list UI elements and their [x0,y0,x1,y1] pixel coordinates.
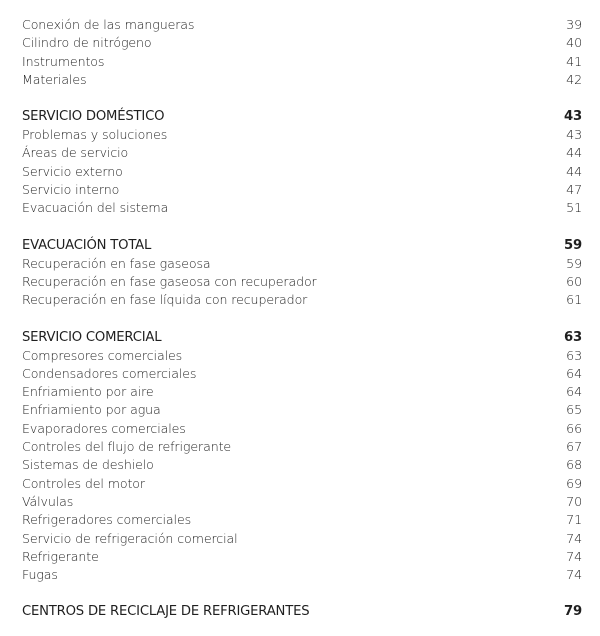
toc-entry [22,548,582,566]
entry-page: 59 [566,255,582,271]
entry-title: Enfriamiento por agua [22,402,161,418]
toc-entry [22,53,582,71]
section-title: EVACUACIÓN TOTAL [22,237,152,253]
entry-title: Conexión de las mangueras [22,17,195,32]
section-heading [22,328,582,347]
entry-page: 67 [566,439,582,455]
entry-page: 44 [566,145,582,161]
entry-title: Controles del flujo de refrigerante [22,439,232,455]
toc-entry [22,365,582,383]
entry-title: Problemas y soluciones [22,127,168,143]
toc-entry [22,144,582,162]
entry-title: Materiales [22,71,87,87]
entry-page: 47 [566,182,582,198]
section-spacer [22,89,582,107]
toc-entry [22,511,582,529]
toc-entry [22,291,582,309]
toc-entry [22,456,582,474]
entry-page: 51 [566,200,582,216]
entry-page: 40 [566,35,582,51]
entry-title: Válvulas [22,493,74,509]
toc-entry [22,383,582,401]
entry-page: 64 [566,365,582,381]
toc-entry [22,255,582,273]
entry-page: 74 [566,548,582,564]
section-heading [22,107,582,126]
toc-entry [22,347,582,365]
entry-title: Recuperación en fase gaseosa con recuperador [22,273,317,289]
entry-title: Evaporadores comerciales [22,420,186,436]
entry-title: Áreas de servicio [22,145,129,161]
entry-title: Servicio de refrigeración comercial [22,530,238,546]
entry-title: Instrumentos [22,53,105,69]
entry-page: 70 [566,493,582,509]
toc-entry [22,475,582,493]
toc-entry [22,401,582,419]
entry-title: Controles del motor [22,475,145,491]
toc-entry [22,438,582,456]
entry-page: 71 [566,512,582,528]
entry-title: Condensadores comerciales [22,365,197,381]
section-heading [22,236,582,255]
section-spacer [22,218,582,236]
entry-page: 41 [566,53,582,69]
entry-page: 44 [566,163,582,179]
toc-entry [22,126,582,144]
entry-page: 68 [566,457,582,473]
section-page: 43 [564,109,582,125]
toc-entry [22,199,582,217]
entry-title: Fugas [22,567,58,583]
entry-title: Evacuación del sistema [22,200,169,216]
entry-title: Recuperación en fase líquida con recuperador [22,292,308,308]
entry-title: Servicio externo [22,163,123,179]
toc-entry [22,530,582,548]
section-title: SERVICIO COMERCIAL [22,329,162,345]
section-page: 63 [564,329,582,345]
entry-title: Refrigerante [22,548,99,564]
section-spacer [22,310,582,328]
entry-page: 64 [566,384,582,400]
toc-entry [22,16,582,34]
entry-page: 39 [566,17,582,32]
entry-page: 60 [566,273,582,289]
toc-entry [22,273,582,291]
entry-page: 65 [566,402,582,418]
toc-entry [22,71,582,89]
section-spacer [22,584,582,602]
toc-entry [22,566,582,584]
entry-page: 74 [566,530,582,546]
entry-page: 69 [566,475,582,491]
toc-entry [22,163,582,181]
entry-page: 43 [566,127,582,143]
entry-page: 61 [566,292,582,308]
entry-title: Sistemas de deshielo [22,457,154,473]
section-title: CENTROS DE RECICLAJE DE REFRIGERANTES [22,604,310,620]
table-of-contents [22,16,582,621]
entry-page: 66 [566,420,582,436]
section-title: SERVICIO DOMÉSTICO [22,109,165,125]
entry-page: 63 [566,347,582,363]
entry-title: Cilindro de nitrógeno [22,35,152,51]
toc-entry [22,34,582,52]
entry-title: Servicio interno [22,182,120,198]
entry-page: 42 [566,71,582,87]
section-page: 59 [564,237,582,253]
toc-entry [22,493,582,511]
section-page: 79 [564,604,582,620]
entry-page: 74 [566,567,582,583]
entry-title: Compresores comerciales [22,347,183,363]
entry-title: Enfriamiento por aire [22,384,154,400]
entry-title: Refrigeradores comerciales [22,512,192,528]
toc-entry [22,420,582,438]
toc-entry [22,181,582,199]
entry-title: Recuperación en fase gaseosa [22,255,211,271]
section-heading [22,602,582,621]
